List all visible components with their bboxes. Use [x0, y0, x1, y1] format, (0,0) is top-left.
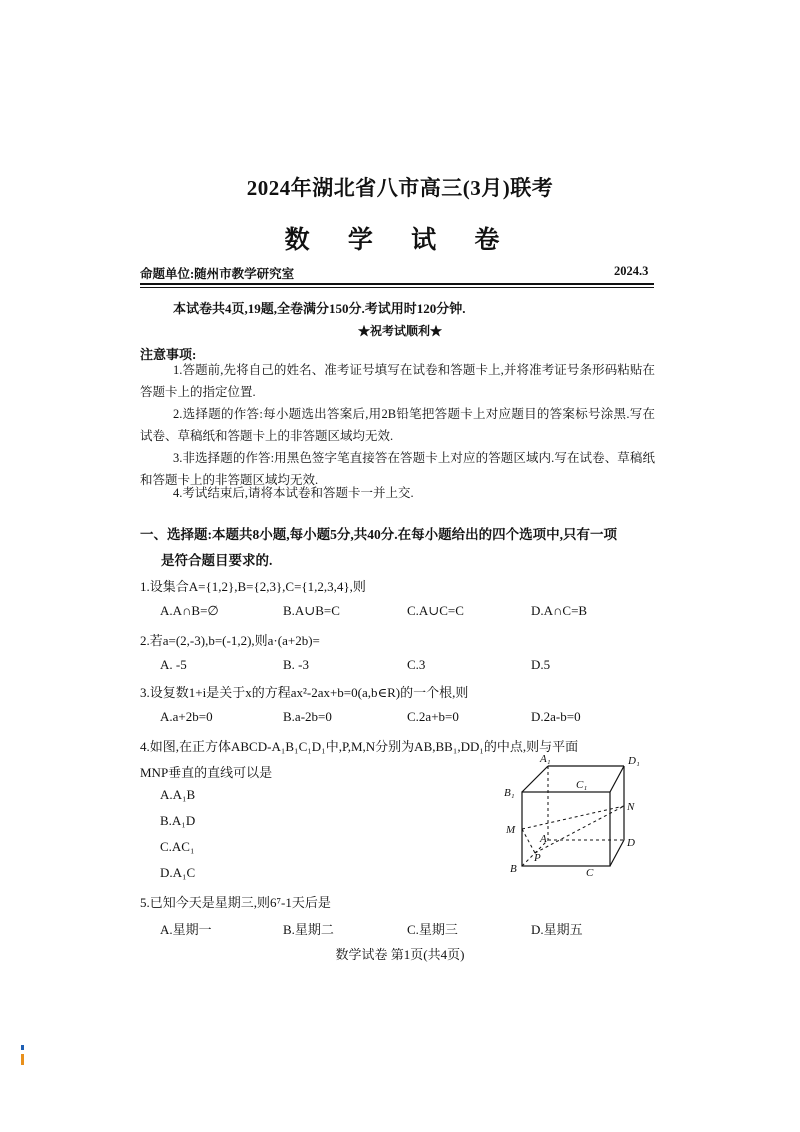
q4-option-b: B.A₁D [160, 813, 196, 828]
question-4-cont: MNP垂直的直线可以是 [140, 765, 273, 780]
header-rule [140, 283, 654, 285]
q2-option-a: A. -5 [160, 657, 187, 672]
exam-info: 本试卷共4页,19题,全卷满分150分.考试用时120分钟. [173, 301, 466, 316]
q2-option-d: D.5 [531, 657, 551, 672]
q4-option-a: A.A₁B [160, 787, 196, 802]
question-1: 1.设集合A={1,2},B={2,3},C={1,2,3,4},则 [140, 579, 366, 594]
label-a1: A₁ [540, 753, 551, 765]
label-d1: D₁ [628, 755, 640, 767]
label-p: P [534, 852, 541, 864]
label-c1: C₁ [576, 779, 588, 791]
note-item: 2.选择题的作答:每小题选出答案后,用2B铅笔把答题卡上对应题目的答案标号涂黑.写在试卷、草稿纸和答题卡上的非答题区域均无效. [140, 407, 655, 443]
q5-option-c: C.星期三 [407, 922, 458, 937]
q5-option-a: A.星期一 [160, 922, 212, 937]
exam-title: 2024年湖北省八市高三(3月)联考 [246, 176, 554, 200]
subject-title: 数 学 试 卷 [284, 227, 516, 254]
q1-option-a: A.A∩B=∅ [160, 603, 219, 618]
label-b1: B₁ [504, 787, 515, 799]
note-item: 3.非选择题的作答:用黑色签字笔直接答在答题卡上对应的答题区域内.写在试卷、草稿纸和答题卡上的非答题区域均无效. [140, 451, 655, 487]
label-a: A [540, 833, 547, 845]
q3-option-c: C.2a+b=0 [407, 709, 459, 724]
segment-mn [522, 806, 624, 829]
good-luck-line: ★祝考试顺利★ [357, 324, 442, 338]
q4-option-d: D.A₁C [160, 865, 196, 880]
label-m: M [506, 824, 516, 836]
cube-edge [522, 766, 548, 792]
q4-option-c: C.AC₁ [160, 839, 195, 854]
notes-heading: 注意事项: [140, 347, 197, 362]
section-heading-line: 一、选择题:本题共8小题,每小题5分,共40分.在每小题给出的四个选项中,只有一项 [140, 527, 617, 542]
segment-mp [522, 829, 535, 853]
question-3: 3.设复数1+i是关于x的方程ax²-2ax+b=0(a,b∈R)的一个根,则 [140, 685, 469, 700]
question-5: 5.已知今天是星期三,则6⁷-1天后是 [140, 895, 331, 910]
q5-option-b: B.星期二 [283, 922, 334, 937]
scan-mark-orange [21, 1054, 24, 1065]
q3-option-b: B.a-2b=0 [283, 709, 332, 724]
q2-option-c: C.3 [407, 657, 426, 672]
q1-option-c: C.A∪C=C [407, 603, 464, 618]
cube-figure [500, 752, 660, 882]
note-item: 1.答题前,先将自己的姓名、准考证号填写在试卷和答题卡上,并将准考证号条形码粘贴在答题卡上的指定位置. [140, 363, 655, 399]
q1-option-b: B.A∪B=C [283, 603, 340, 618]
exam-date: 2024.3 [614, 264, 649, 278]
author-unit: 命题单位:随州市教学研究室 [140, 267, 295, 281]
label-c: C [586, 867, 594, 879]
question-4: 4.如图,在正方体ABCD-A₁B₁C₁D₁中,P,M,N分别为AB,BB₁,DD₁的中点,则与平面 [140, 739, 579, 754]
q2-option-b: B. -3 [283, 657, 309, 672]
section-heading-line: 是符合题目要求的. [161, 553, 273, 568]
label-n: N [627, 801, 635, 813]
cube-edge [610, 840, 624, 866]
question-2: 2.若a=(2,-3),b=(-1,2),则a·(a+2b)= [140, 633, 320, 648]
section-heading [140, 522, 660, 574]
q3-option-d: D.2a-b=0 [531, 709, 581, 724]
q3-option-a: A.a+2b=0 [160, 709, 213, 724]
scan-mark-blue [21, 1045, 24, 1050]
cube-edge [610, 766, 624, 792]
q5-option-d: D.星期五 [531, 922, 583, 937]
note-item: 4.考试结束后,请将本试卷和答题卡一并上交. [173, 486, 414, 500]
label-d: D [627, 837, 635, 849]
q1-option-d: D.A∩C=B [531, 603, 588, 618]
header-rule-thin [140, 287, 654, 288]
label-b: B [510, 863, 517, 875]
segment-pn [535, 806, 624, 853]
page-footer: 数学试卷 第1页(共4页) [335, 947, 465, 962]
